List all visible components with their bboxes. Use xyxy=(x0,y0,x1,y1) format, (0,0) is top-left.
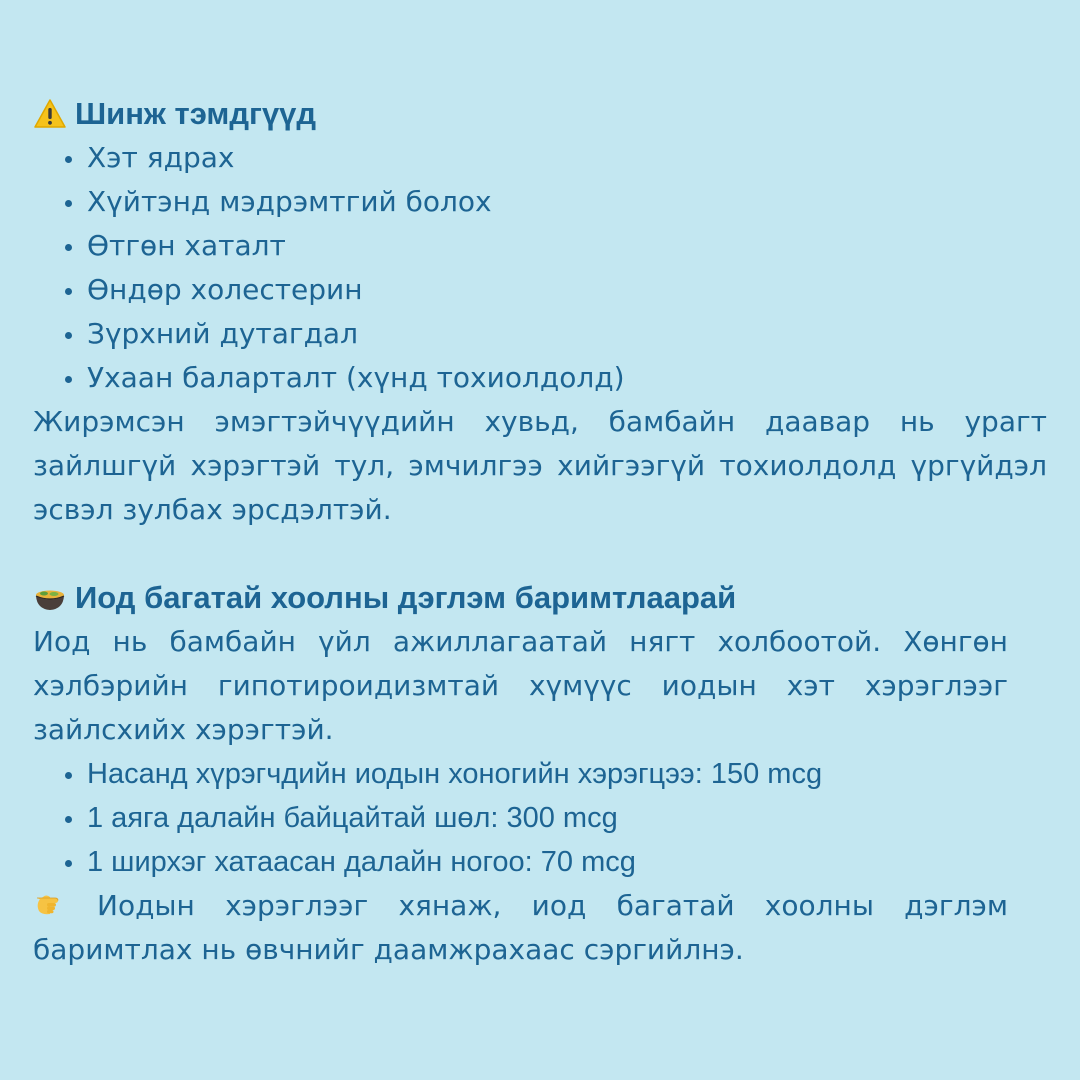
diet-title: Иод багатай хоолны дэглэм баримтлаарай xyxy=(75,580,737,615)
pregnancy-paragraph: Жирэмсэн эмэгтэйчүүдийн хувьд, бамбайн даавар нь урагт зайлшгүй хэрэгтэй тул, эмчилгээ хийгээгүй тохиолдолд үргүйдэл эсвэл зулбах эрсдэлтэй. xyxy=(33,405,1047,526)
list-item: Хэт ядрах xyxy=(33,136,1047,180)
list-item: 1 ширхэг хатаасан далайн ногоо: 70 mcg xyxy=(33,840,1047,884)
iodine-list xyxy=(33,752,1047,884)
symptoms-heading xyxy=(33,92,1047,136)
warning-icon xyxy=(33,97,67,131)
closing-text: Иодын хэрэглээг хянаж, иод багатай хоолны дэглэм баримтлах нь өвчнийг даамжрахаас сэргийлнэ. xyxy=(33,889,1008,966)
symptoms-title: Шинж тэмдгүүд xyxy=(75,96,317,131)
list-item: Насанд хүрэгчдийн иодын хоногийн хэрэгцээ: 150 mcg xyxy=(33,752,1047,796)
list-item: 1 аяга далайн байцайтай шөл: 300 mcg xyxy=(33,796,1047,840)
symptoms-list xyxy=(33,136,1047,400)
bowl-icon xyxy=(33,581,67,615)
list-item: Ухаан баларталт (хүнд тохиолдолд) xyxy=(33,356,1047,400)
pointing-hand-icon xyxy=(33,887,67,921)
list-item: Өндөр холестерин xyxy=(33,268,1047,312)
content xyxy=(33,92,1047,972)
list-item: Зүрхний дутагдал xyxy=(33,312,1047,356)
section-spacer xyxy=(33,532,1047,576)
diet-heading xyxy=(33,576,1047,620)
list-item: Өтгөн хаталт xyxy=(33,224,1047,268)
iodine-paragraph: Иод нь бамбайн үйл ажиллагаатай нягт холбоотой. Хөнгөн хэлбэрийн гипотироидизмтай хүмүүс иодын хэт хэрэглээг зайлсхийх хэрэгтэй. xyxy=(33,625,1008,746)
closing-paragraph xyxy=(33,884,1008,972)
list-item: Хүйтэнд мэдрэмтгий болох xyxy=(33,180,1047,224)
